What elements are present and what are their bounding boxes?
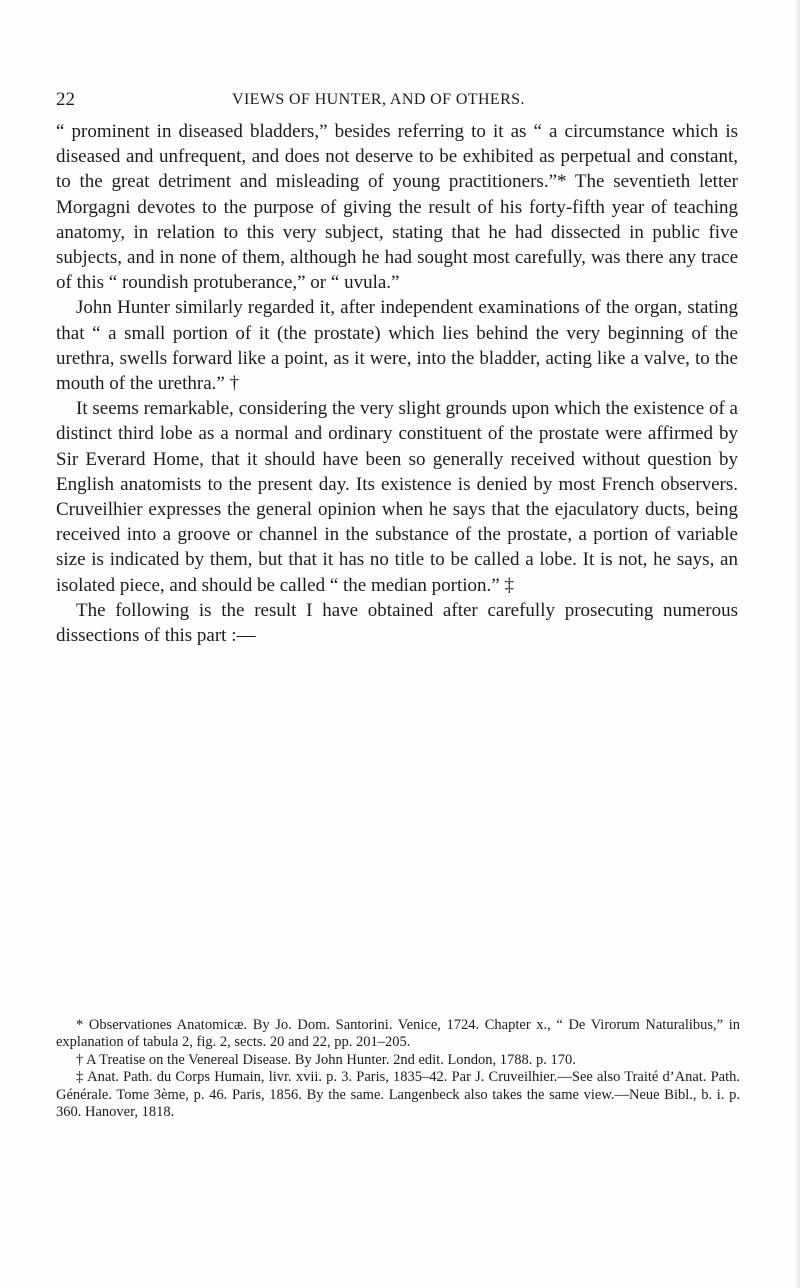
footnote: ‡ Anat. Path. du Corps Humain, livr. xvii. p. 3. Paris, 1835–42. Par J. Cruveilhier.—See also Traité d’Anat. Path. Générale. Tome 3ème, p. 46. Paris, 1856. By the same. Langenbeck also takes the same view.—Neue Bibl., b. i. p. 360. Hanover, 1818. (56, 1069, 740, 1121)
paragraph: The following is the result I have obtained after carefully prosecuting numerous dissections of this part :— (56, 599, 738, 647)
page-header (56, 89, 756, 111)
paragraph: “ prominent in diseased bladders,” besides referring to it as “ a circumstance which is diseased and unfrequent, and does not deserve to be exhibited as perpetual and constant, to the great detriment and misleading of young practitioners.”* The seventieth letter Morgagni devotes to the purpose of giving the result of his forty-fifth year of teaching anatomy, in relation to this very subject, stating that he had dissected in public five subjects, and in none of them, although he had sought most carefully, was there any trace of this “ roundish protuberance,” or “ uvula.” (56, 121, 738, 294)
page-edge (794, 0, 800, 1288)
footnote: * Observationes Anatomicæ. By Jo. Dom. Santorini. Venice, 1724. Chapter x., “ De Virorum Naturalibus,” in explanation of tabula 2, fig. 2, sects. 20 and 22, pp. 201–205. (56, 1017, 740, 1051)
page-number: 22 (56, 89, 75, 110)
footnotes (56, 1017, 740, 1121)
running-head: VIEWS OF HUNTER, AND OF OTHERS. (232, 91, 525, 108)
body-text (56, 119, 738, 648)
paragraph: It seems remarkable, considering the very slight grounds upon which the existence of a distinct third lobe as a normal and ordinary constituent of the prostate were affirmed by Sir Everard Home, that it should have been so generally received without question by English anatomists to the present day. Its existence is denied by most French observers. Cruveilhier expresses the general opinion when he says that the ejaculatory ducts, being received into a groove or channel in the substance of the prostate, a portion of variable size is indicated by them, but that it has no title to be called a lobe. It is not, he says, an isolated piece, and should be called “ the median portion.” ‡ (56, 398, 738, 596)
paragraph: John Hunter similarly regarded it, after independent examinations of the organ, stating that “ a small portion of it (the prostate) which lies behind the very beginning of the urethra, swells forward like a point, as it were, into the bladder, acting like a valve, to the mouth of the urethra.” † (56, 297, 738, 395)
footnote: † A Treatise on the Venereal Disease. By John Hunter. 2nd edit. London, 1788. p. 170. (76, 1051, 576, 1068)
